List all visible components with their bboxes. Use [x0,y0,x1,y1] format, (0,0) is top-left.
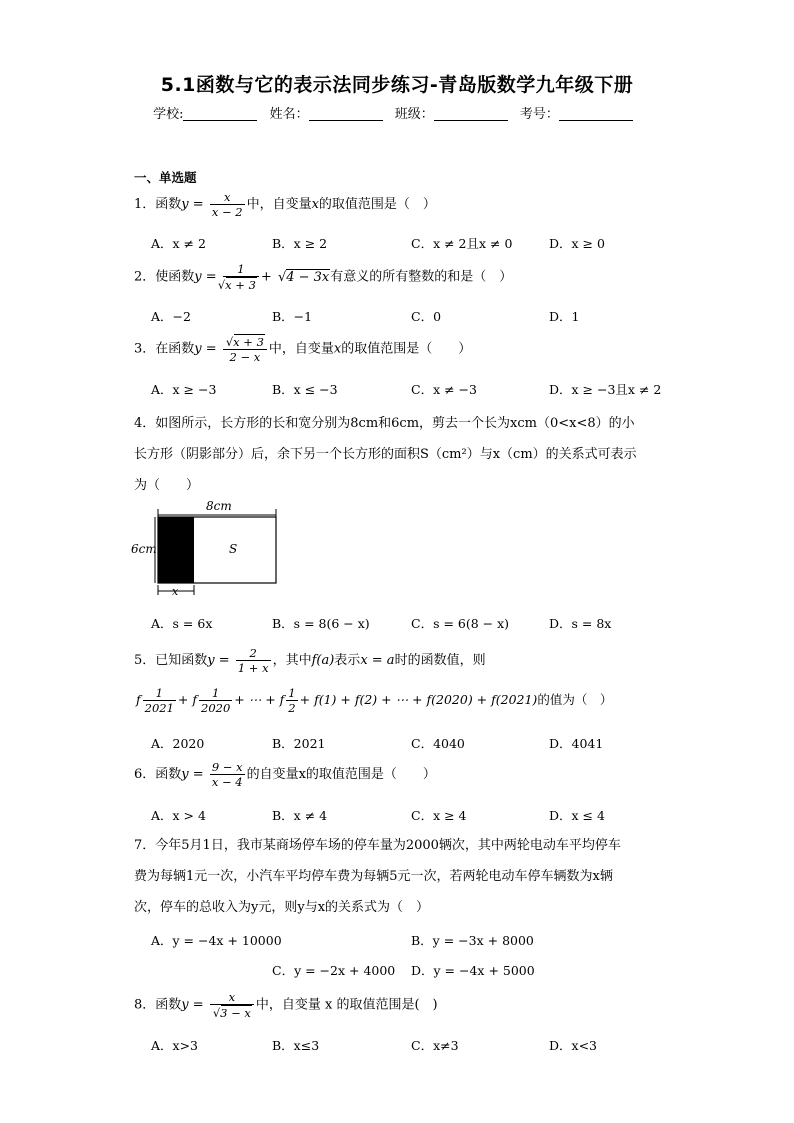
q2-option-b[interactable]: B．−1 [272,309,313,324]
class-blank[interactable] [434,106,508,121]
math-f: f [136,692,141,707]
q2-option-c[interactable]: C．0 [411,309,442,324]
fraction [210,190,245,219]
plus-sign: + [260,269,272,285]
number-blank[interactable] [559,106,633,121]
fraction [143,686,176,715]
denominator: 2021 [144,701,174,715]
class-label: 班级： [394,107,434,122]
question-7 [134,830,664,923]
q6-option-b[interactable]: B．x ≠ 4 [272,808,328,823]
q3-option-c[interactable]: C．x ≠ −3 [411,382,477,397]
question-text: 已知函数 [155,653,208,668]
q7-option-a[interactable]: A．y = −4x + 10000 [151,933,282,948]
q4-option-a[interactable]: A．s = 6x [151,616,213,631]
numerator: 9 − x [211,760,243,774]
q5-option-d[interactable]: D．4041 [549,736,604,751]
q4-option-c[interactable]: C．s = 6(8 − x) [411,616,510,631]
student-info-line [0,103,794,122]
question-text: 函数 [155,767,182,782]
denominator: x − 4 [211,775,243,789]
question-text: 费为每辆1元一次，小汽车平均停车费为每辆5元一次，若两轮电动车停车辆数为x辆 [134,869,613,884]
denominator: 2 [288,701,296,715]
numerator: 1 [223,262,259,277]
shaded-rectangle [158,517,194,583]
school-label: 学校: [153,107,184,122]
q8-option-d[interactable]: D．x<3 [549,1038,597,1053]
question-text: 7．今年5月1日，我市某商场停车场的停车量为2000辆次，其中两轮电动车平均停车 [134,838,621,853]
q8-option-a[interactable]: A．x>3 [151,1038,199,1053]
question-text: 中，自变量 [246,197,312,212]
question-number: 5． [134,653,156,668]
question-text: 长方形（阴影部分）后，余下另一个长方形的面积S（cm²）与x（cm）的关系式可表示 [134,447,637,462]
question-text: 中，自变量 [268,341,334,357]
math-y: y = [181,997,204,1013]
sqrt: √ 3 − x [221,1005,252,1020]
numerator: 1 [288,686,296,700]
question-text: 的值为（ ） [537,692,613,707]
question-text: 函数 [155,197,182,212]
page-title: 5.1函数与它的表示法同步练习-青岛版数学九年级下册 [160,74,634,96]
question-text: 有意义的所有整数的和是（ ） [330,269,513,285]
numerator [223,334,267,350]
q1-option-d[interactable]: D．x ≥ 0 [549,236,605,251]
numerator: 2 [236,646,271,661]
q5-option-b[interactable]: B．2021 [272,736,326,751]
q4-option-b[interactable]: B．s = 8(6 − x) [272,616,370,631]
numerator: 1 [199,686,232,701]
fraction [199,686,232,715]
question-8 [134,990,438,1020]
question-4 [134,408,664,501]
math-xa: x = a [360,653,395,668]
school-blank[interactable] [183,106,257,121]
math-tail: + f(1) + f(2) + ⋯ + f(2020) + f(2021) [299,692,538,707]
math-y: y = [207,653,230,668]
fraction [210,990,254,1020]
q2-option-a[interactable]: A．−2 [151,309,191,324]
math-dots: + ⋯ + f [234,692,285,707]
numerator: x [210,990,254,1005]
q1-option-a[interactable]: A．x ≠ 2 [151,236,206,251]
question-text: 的取值范围是（ ） [341,341,472,357]
question-number: 1． [134,197,156,212]
question-text: 函数 [155,997,182,1013]
q2-option-d[interactable]: D．1 [549,309,580,324]
q7-option-d[interactable]: D．y = −4x + 5000 [411,963,535,978]
name-blank[interactable] [309,106,383,121]
question-text: 的取值范围是（ ） [318,197,436,212]
question-number: 3． [134,341,156,357]
denominator: 1 + x [237,661,269,675]
question-text: 在函数 [155,341,195,357]
math-y: y = [181,767,204,782]
denominator: 2 − x [229,350,261,364]
q8-option-c[interactable]: C．x≠3 [411,1038,459,1053]
q3-option-d[interactable]: D．x ≥ −3且x ≠ 2 [549,382,662,397]
sqrt: √ x + 3 [226,277,257,292]
q6-option-a[interactable]: A．x > 4 [151,808,206,823]
q6-option-d[interactable]: D．x ≤ 4 [549,808,605,823]
fraction [223,262,259,292]
top-label: 8cm [206,499,232,513]
question-number: 2． [134,269,156,285]
denominator: 2020 [201,701,231,715]
q5-option-c[interactable]: C．4040 [411,736,465,751]
q7-option-b[interactable]: B．y = −3x + 8000 [411,933,534,948]
numerator: 1 [143,686,176,701]
math-y: y = [194,341,217,357]
math-fa: f(a) [311,653,335,668]
q7-option-c[interactable]: C．y = −2x + 4000 [272,963,396,978]
q8-option-b[interactable]: B．x≤3 [272,1038,320,1053]
q3-option-a[interactable]: A．x ≥ −3 [151,382,217,397]
math-x: x [311,197,319,212]
number-label: 考号： [519,107,559,122]
math-y: y = [194,269,217,285]
q5-option-a[interactable]: A．2020 [151,736,205,751]
question-number: 6． [134,767,156,782]
fraction [236,646,271,675]
denominator: x − 2 [211,205,243,219]
question-1 [134,190,436,219]
denominator [210,1005,254,1020]
left-label: 6cm [131,542,157,556]
question-text: 时的函数值，则 [394,653,486,668]
bottom-label: x [172,585,179,598]
q6-option-c[interactable]: C．x ≥ 4 [411,808,467,823]
q1-option-b[interactable]: B．x ≥ 2 [272,236,328,251]
question-text: 次，停车的总收入为y元，则y与x的关系式为（ ） [134,900,430,915]
sqrt: √ x + 3 [234,334,265,349]
question-text: 4．如图所示，长方形的长和宽分别为8cm和6cm，剪去一个长为xcm（0<x<8）的小 [134,416,635,431]
question-text: ，其中 [272,653,312,668]
s-label: S [229,542,238,556]
q1-option-c[interactable]: C．x ≠ 2且x ≠ 0 [411,236,513,251]
math-y: y = [181,197,204,212]
q3-option-b[interactable]: B．x ≤ −3 [272,382,338,397]
sqrt: √ 4 − 3x [286,269,330,286]
denominator [223,277,259,292]
question-3 [134,334,471,364]
question-5 [134,646,486,675]
question-6 [134,760,436,789]
name-label: 姓名： [269,107,309,122]
question-text: 表示 [334,653,361,668]
q4-option-d[interactable]: D．s = 8x [549,616,612,631]
math-x: x [333,341,342,357]
section-heading: 一、单选题 [134,170,197,185]
numerator: x [210,190,245,205]
question-text: 为（ ） [134,478,200,493]
rectangle-figure [128,495,288,605]
question-number: 8． [134,997,156,1013]
question-2 [134,262,512,292]
fraction [286,686,297,715]
question-text: 使函数 [155,269,195,285]
fraction [223,334,267,364]
question-text: 中，自变量 x 的取值范围是( ) [255,997,438,1013]
question-5-expression: f $\frac{1}{2021}$ + f $\frac{1}{2020}$ + ⋯ + f $\frac{1}{2}$ + f(1) + f(2) + ⋯ + f(2020) + f(2021)的值为（ ） [136,686,613,715]
fraction [210,760,245,789]
question-text: 的自变量x的取值范围是（ ） [246,767,436,782]
